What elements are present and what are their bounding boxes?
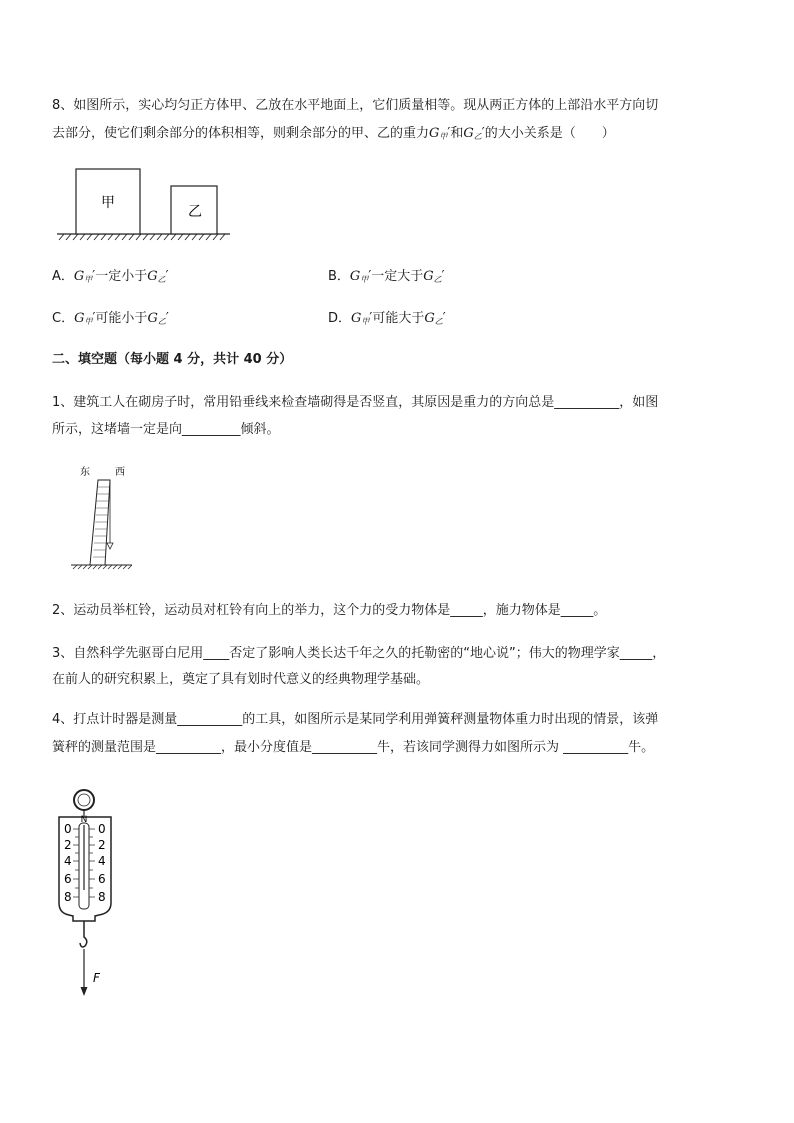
left-scale <box>64 822 72 904</box>
option-a-letter: A． <box>52 269 74 284</box>
label-west: 西 <box>115 467 125 478</box>
q8-line2-post: 的大小关系是（ ） <box>484 126 615 141</box>
prime: ′ <box>442 311 446 326</box>
hook-icon <box>80 921 87 947</box>
brick-wall <box>90 480 110 565</box>
option-d-letter: D． <box>328 311 352 326</box>
sub-jia: 甲 <box>84 275 93 284</box>
g-symbol: G <box>463 126 474 141</box>
option-b <box>328 268 445 289</box>
sub-jia: 甲 <box>361 317 370 326</box>
option-a-text: 一定小于 <box>95 269 148 284</box>
cube-jia-label: 甲 <box>101 195 115 211</box>
sub-jia: 甲 <box>360 275 369 284</box>
option-c-letter: C． <box>52 311 75 326</box>
g-symbol: G <box>429 126 440 141</box>
g-symbol: G <box>424 311 435 326</box>
sub-jia: 甲 <box>439 132 448 141</box>
left-tick-label: 0 <box>64 822 72 836</box>
cube-yi-label: 乙 <box>188 204 202 220</box>
option-c <box>52 310 169 331</box>
plumb-bob-icon <box>107 543 113 549</box>
g-symbol: G <box>73 269 85 284</box>
top-ring-inner <box>78 794 90 806</box>
q3-line2: 在前人的研究积累上，奠定了具有划时代意义的经典物理学基础。 <box>52 672 430 687</box>
label-east: 东 <box>80 467 90 478</box>
section-heading: 二、填空题（每小题 4 分，共计 40 分） <box>52 352 293 367</box>
left-tick-label: 4 <box>64 854 72 868</box>
force-label: F <box>93 971 100 985</box>
q4-line2: 簧秤的测量范围是__________，最小分度值是__________牛，若该同学测得力如图所示为 __________牛。 <box>52 740 655 755</box>
ground-hatch <box>73 565 132 569</box>
q8-line1: 8、如图所示，实心均匀正方体甲、乙放在水平地面上，它们质量相等。现从两正方体的上部沿水平方向切 <box>52 98 659 113</box>
q3-line1: 3、自然科学先驱哥白尼用____否定了影响人类长达千年之久的托勒密的“地心说”；伟大的物理学家_____， <box>52 646 666 661</box>
prime: ′ <box>92 269 96 284</box>
prime: ′ <box>441 269 445 284</box>
unit-label: N <box>80 815 88 825</box>
option-d <box>328 310 446 331</box>
wall-figure <box>68 462 138 572</box>
prime: ′ <box>447 126 451 141</box>
g-symbol: G <box>147 269 158 284</box>
ground-hatch <box>59 234 225 240</box>
prime: ′ <box>165 311 169 326</box>
prime: ′ <box>481 126 485 141</box>
arrow-head-icon <box>81 987 88 996</box>
cubes-figure <box>55 165 235 245</box>
right-tick-label: 0 <box>98 822 106 836</box>
right-tick-label: 4 <box>98 854 106 868</box>
prime: ′ <box>92 311 96 326</box>
q4-line1: 4、打点计时器是测量__________的工具，如图所示是某同学利用弹簧秤测量物体重力时出现的情景，该弹 <box>52 712 659 727</box>
right-tick-label: 6 <box>98 872 106 886</box>
sub-yi: 乙 <box>433 275 442 284</box>
g-symbol: G <box>423 269 434 284</box>
sub-jia: 甲 <box>84 317 93 326</box>
and-word: 和 <box>450 126 464 141</box>
left-tick-label: 2 <box>64 838 72 852</box>
option-d-text: 可能大于 <box>372 311 425 326</box>
prime: ′ <box>368 269 372 284</box>
sub-yi: 乙 <box>157 317 166 326</box>
right-scale <box>98 822 106 904</box>
right-tick-label: 2 <box>98 838 106 852</box>
option-b-letter: B． <box>328 269 350 284</box>
left-tick-label: 8 <box>64 890 72 904</box>
prime: ′ <box>369 311 373 326</box>
q8-line2-pre: 去部分，使它们剩余部分的体积相等，则剩余部分的甲、乙的重力 <box>52 126 430 141</box>
sub-yi: 乙 <box>473 132 482 141</box>
q2-line1: 2、运动员举杠铃，运动员对杠铃有向上的举力，这个力的受力物体是_____，施力物体是_____。 <box>52 603 607 618</box>
g-symbol: G <box>74 311 85 326</box>
right-tick-label: 8 <box>98 890 106 904</box>
option-a <box>52 268 169 289</box>
q8-line2 <box>52 125 615 146</box>
prime: ′ <box>165 269 169 284</box>
spring-scale-figure <box>55 785 125 1000</box>
q1-line2: 所示，这堵墙一定是向_________倾斜。 <box>52 422 280 437</box>
g-symbol: G <box>351 311 362 326</box>
left-tick-label: 6 <box>64 872 72 886</box>
option-b-text: 一定大于 <box>371 269 424 284</box>
q1-line1: 1、建筑工人在砌房子时，常用铅垂线来检查墙砌得是否竖直，其原因是重力的方向总是__________，如图 <box>52 395 659 410</box>
sub-yi: 乙 <box>157 275 166 284</box>
g-symbol: G <box>349 269 361 284</box>
g-symbol: G <box>147 311 158 326</box>
option-c-text: 可能小于 <box>95 311 148 326</box>
sub-yi: 乙 <box>434 317 443 326</box>
